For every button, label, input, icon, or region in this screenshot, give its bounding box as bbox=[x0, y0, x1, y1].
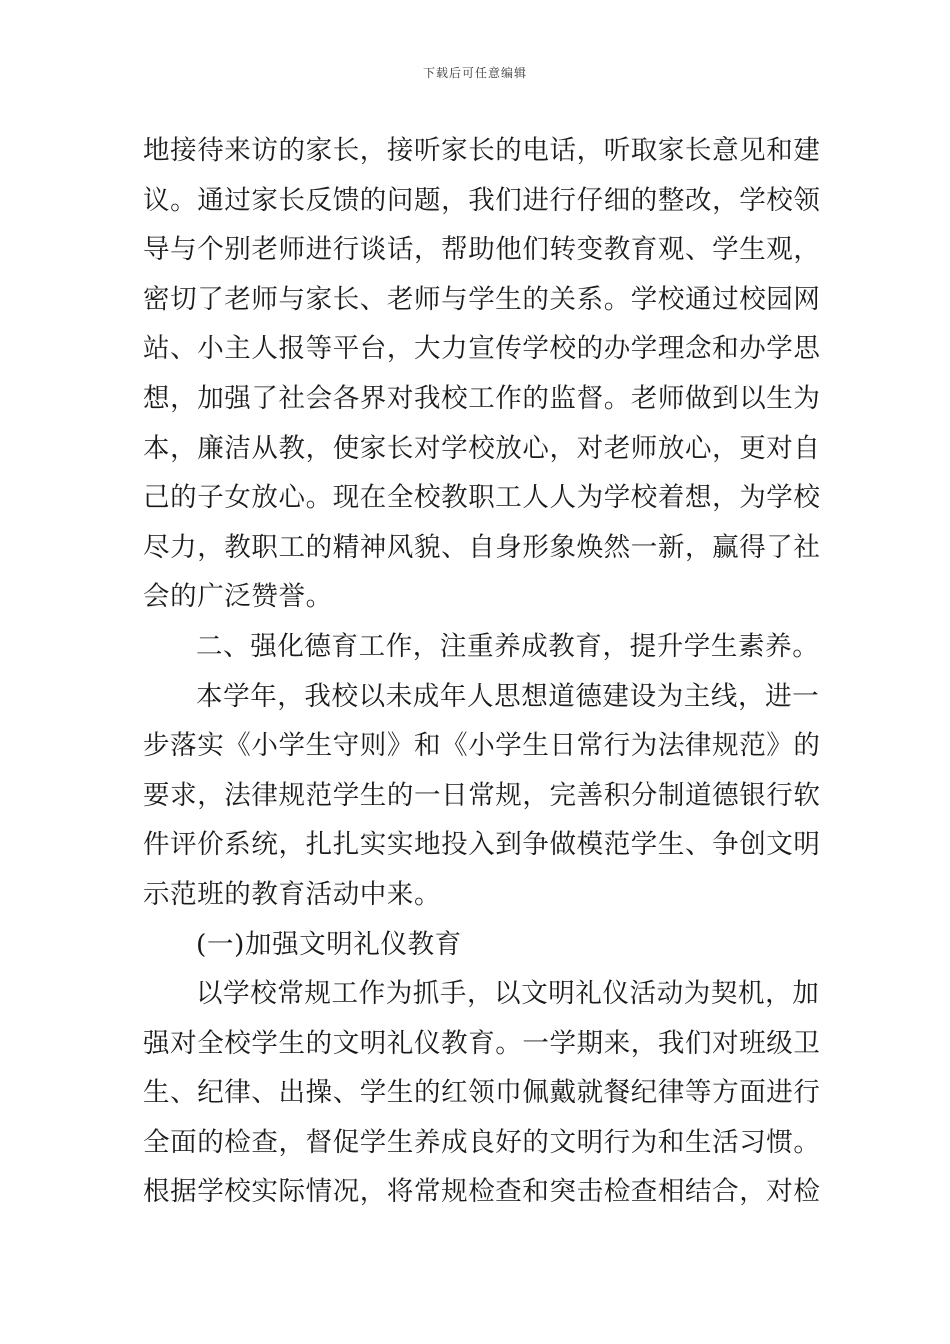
paragraph-start-line: 本学年，我校以未成年人思想道德建设为主线，进一 bbox=[196, 680, 820, 712]
text-line: 会的广泛赞誉。 bbox=[143, 581, 333, 613]
text-line: 强对全校学生的文明礼仪教育。一学期来，我们对班级卫 bbox=[143, 1027, 821, 1059]
text-line: 本，廉洁从教，使家长对学校放心，对老师放心，更对自 bbox=[143, 432, 821, 464]
text-line: 站、小主人报等平台，大力宣传学校的办学理念和办学思 bbox=[143, 333, 821, 365]
paragraph-start-line: 以学校常规工作为抓手，以文明礼仪活动为契机，加 bbox=[196, 978, 820, 1010]
text-line: 地接待来访的家长，接听家长的电话，听取家长意见和建 bbox=[143, 135, 821, 166]
text-line: 根据学校实际情况，将常规检查和突击检查相结合，对检 bbox=[143, 1176, 821, 1208]
text-line: 件评价系统，扎扎实实地投入到争做模范学生、争创文明 bbox=[143, 829, 821, 861]
section-heading: 二、强化德育工作，注重养成教育，提升学生素养。 bbox=[196, 630, 820, 662]
document-body bbox=[143, 126, 821, 1217]
text-line: 密切了老师与家长、老师与学生的关系。学校通过校园网 bbox=[143, 283, 821, 315]
page-header: 下载后可任意编辑 bbox=[422, 66, 527, 80]
text-line: 导与个别老师进行谈话，帮助他们转变教育观、学生观， bbox=[143, 234, 821, 266]
text-line: 想，加强了社会各界对我校工作的监督。老师做到以生为 bbox=[143, 382, 821, 414]
text-line: 全面的检查，督促学生养成良好的文明行为和生活习惯。 bbox=[143, 1126, 821, 1158]
subsection-heading: (一)加强文明礼仪教育 bbox=[196, 928, 462, 960]
text-line: 己的子女放心。现在全校教职工人人为学校着想，为学校 bbox=[143, 482, 821, 514]
text-line: 议。通过家长反馈的问题，我们进行仔细的整改，学校领 bbox=[143, 184, 821, 216]
text-line: 要求，法律规范学生的一日常规，完善积分制道德银行软 bbox=[143, 779, 821, 811]
text-line: 生、纪律、出操、学生的红领巾佩戴就餐纪律等方面进行 bbox=[143, 1077, 821, 1109]
text-line: 示范班的教育活动中来。 bbox=[143, 878, 442, 910]
text-line: 尽力，教职工的精神风貌、自身形象焕然一新，赢得了社 bbox=[143, 531, 821, 563]
text-line: 步落实《小学生守则》和《小学生日常行为法律规范》的 bbox=[143, 730, 821, 762]
